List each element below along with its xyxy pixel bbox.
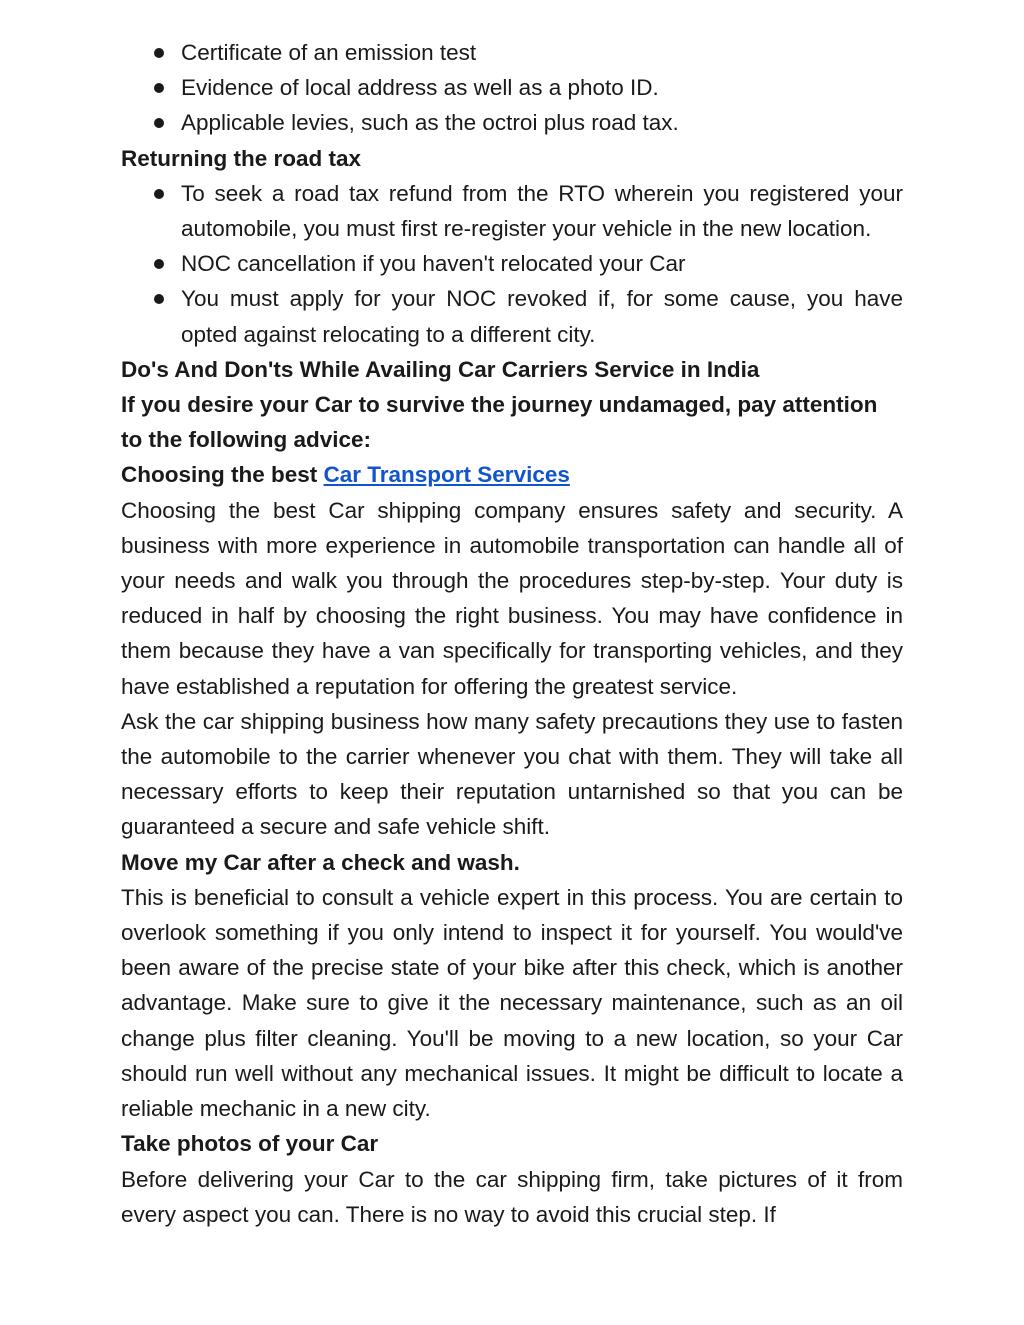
heading-dos-and-donts: Do's And Don'ts While Availing Car Carriers Service in India xyxy=(121,356,760,382)
list-item xyxy=(181,281,903,351)
heading-take-photos: Take photos of your Car xyxy=(121,1131,379,1157)
heading-returning-road-tax: Returning the road tax xyxy=(121,145,362,171)
road-tax-list xyxy=(121,176,903,352)
list-item-text: Applicable levies, such as the octroi plus road tax. xyxy=(181,110,679,136)
document-page xyxy=(121,35,903,1232)
heading-move-my-car: Move my Car after a check and wash. xyxy=(121,849,520,875)
list-item-text: To seek a road tax refund from the RTO wherein you registered your automobile, you must first re-register your vehicle in the new location. xyxy=(181,180,903,242)
list-item xyxy=(181,35,903,70)
bullet-icon xyxy=(154,83,164,93)
heading-choosing-prefix: Choosing the best xyxy=(121,462,324,488)
bullet-icon xyxy=(154,118,164,128)
bullet-icon xyxy=(154,189,164,199)
list-item xyxy=(181,70,903,105)
car-transport-services-link[interactable]: Car Transport Services xyxy=(323,462,570,488)
heading-advice: If you desire your Car to survive the journey undamaged, pay attention to the following advice: xyxy=(121,392,878,453)
requirements-list xyxy=(121,35,903,141)
list-item-text: Certificate of an emission test xyxy=(181,40,477,65)
paragraph-take-photos: Before delivering your Car to the car shipping firm, take pictures of it from every aspect you can. There is no way to avoid this crucial step. If xyxy=(121,1166,903,1227)
list-item-text: You must apply for your NOC revoked if, for some cause, you have opted against relocating to a different city. xyxy=(181,286,903,347)
bullet-icon xyxy=(154,48,164,58)
list-item xyxy=(181,246,903,281)
list-item xyxy=(181,176,903,246)
list-item xyxy=(181,105,903,140)
paragraph-safety-precautions: Ask the car shipping business how many safety precautions they use to fasten the automobile to the carrier whenever you chat with them. They will take all necessary efforts to keep their reputation untarnished so that you can be guaranteed a secure and safe vehicle shift. xyxy=(121,708,903,840)
list-item-text: Evidence of local address as well as a photo ID. xyxy=(181,75,659,101)
list-item-text: NOC cancellation if you haven't relocated your Car xyxy=(181,251,686,277)
bullet-icon xyxy=(154,259,164,269)
heading-choosing-best xyxy=(121,457,903,492)
paragraph-choosing-company: Choosing the best Car shipping company ensures safety and security. A business with more experience in automobile transportation can handle all of your needs and walk you through the procedures step-by-step. Your duty is reduced in half by choosing the right business. You may have confidence in them because they have a van specifically for transporting vehicles, and they have established a reputation for offering the greatest service. xyxy=(121,497,903,699)
bullet-icon xyxy=(154,294,164,304)
paragraph-vehicle-check: This is beneficial to consult a vehicle expert in this process. You are certain to overlook something if you only intend to inspect it for yourself. You would've been aware of the precise state of your bike after this check, which is another advantage. Make sure to give it the necessary maintenance, such as an oil change plus filter cleaning. You'll be moving to a new location, so your Car should run well without any mechanical issues. It might be difficult to locate a reliable mechanic in a new city. xyxy=(121,884,903,1122)
